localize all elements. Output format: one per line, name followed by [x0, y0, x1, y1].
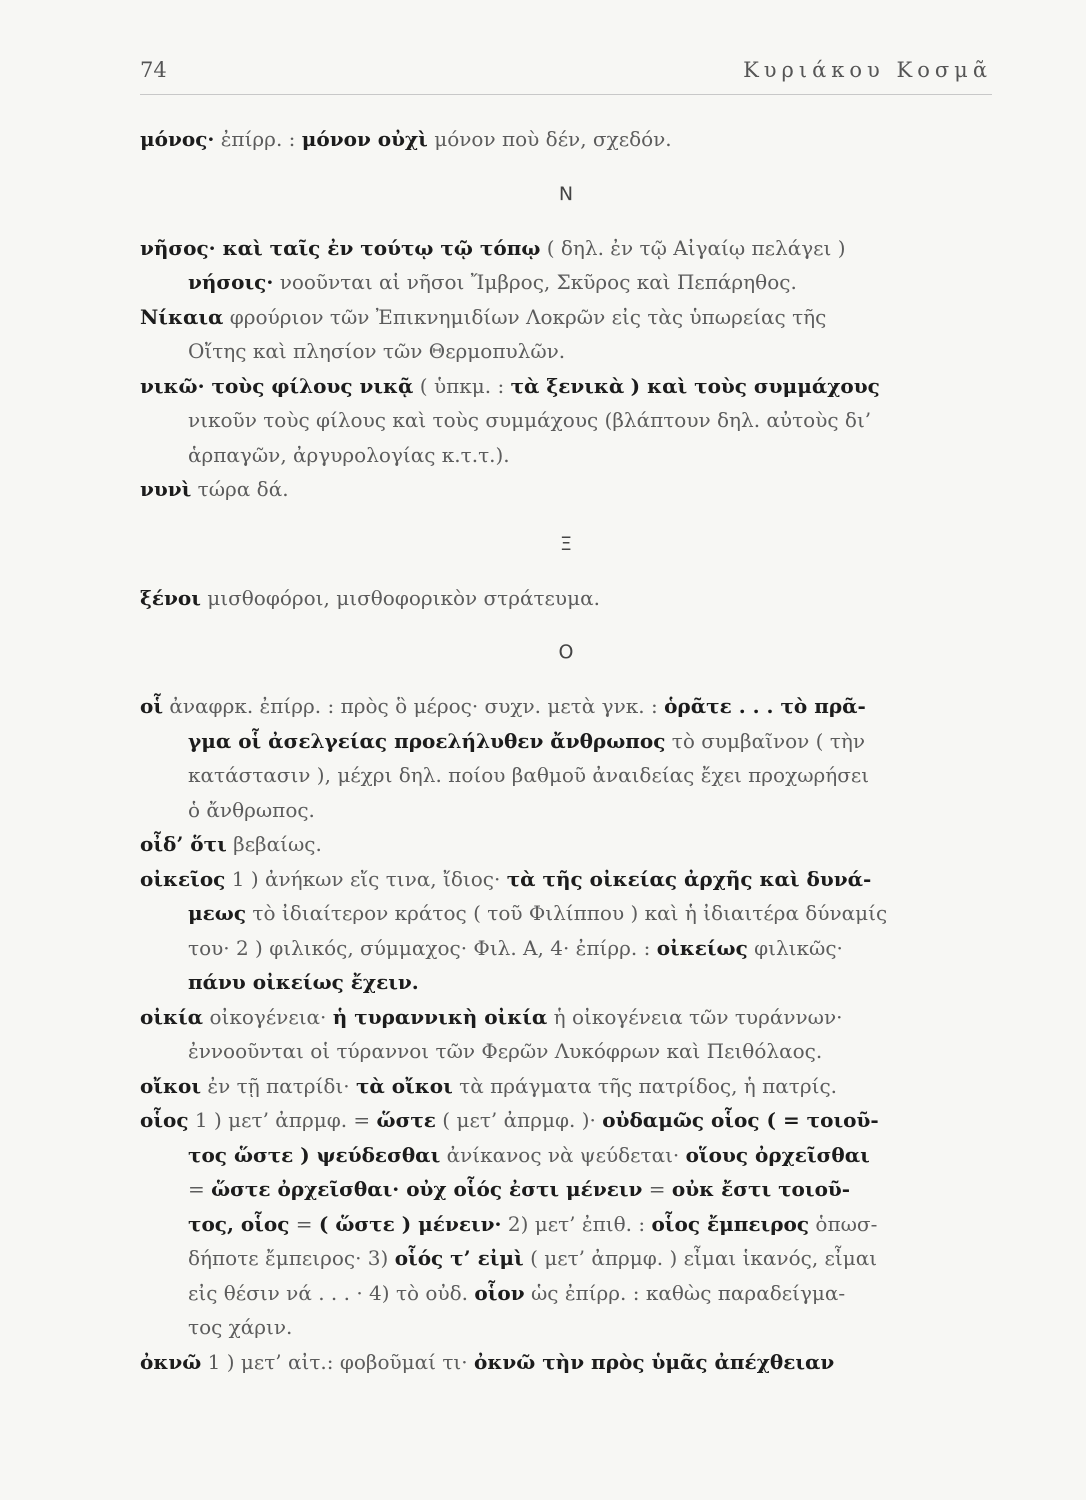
- entry-oikeios: οἰκεῖος 1 ) ἀνήκων εἴς τινα, ἴδιος· τὰ τῆς οἰκείας ἀρχῆς καὶ δυνά- μεως τὸ ἰδιαίτερον κράτος ( τοῦ Φιλίππου ) καὶ ἡ ἰδιαιτέρα δύναμίς του· 2 ) φιλικός, σύμμαχος· Φιλ. Α, 4· ἐπίρρ. : οἰκείως φιλικῶς· πάνυ οἰκείως ἔχειν.: [140, 866, 888, 994]
- entry-niko: νικῶ· τοὺς φίλους νικᾷ ( ὑπκμ. : τὰ ξενικὰ ) καὶ τοὺς συμμάχους νικοῦν τοὺς φίλους καὶ τοὺς συμμάχους (βλάπτουν δηλ. αὐτοὺς δι’ ἁρπαγῶν, ἀργυρολογίας κ.τ.τ.).: [140, 373, 880, 467]
- page-header: [140, 58, 992, 95]
- section-letter-nu: Ν: [558, 182, 574, 205]
- entry-nikaia: Νίκαια φρούριον τῶν Ἐπικνημιδίων Λοκρῶν εἰς τὰς ὑπωρείας τῆς Οἴτης καὶ πλησίον τῶν Θερμοπυλῶν.: [140, 304, 827, 363]
- entry-monos: μόνος· ἐπίρρ. : μόνον οὐχὶ μόνον ποὺ δέν, σχεδόν.: [140, 127, 672, 151]
- entry-xenoi: ξένοι μισθοφόροι, μισθοφορικὸν στράτευμα.: [140, 585, 600, 610]
- section-letter-xi: Ξ: [559, 532, 572, 555]
- entry-hoi: οἷ ἀναφρκ. ἐπίρρ. : πρὸς ὃ μέρος· συχν. μετὰ γνκ. : ὁρᾶτε . . . τὸ πρᾶ- γμα οἷ ἀσελγείας προελήλυθεν ἄνθρωπος τὸ συμβαῖνον ( τὴν κατάστασιν ), μέχρι δηλ. ποίου βαθμοῦ ἀναιδείας ἔχει προχωρήσει ὁ ἄνθρωπος.: [140, 694, 870, 822]
- entry-nesos: νῆσος· καὶ ταῖς ἐν τούτῳ τῷ τόπῳ ( δηλ. ἐν τῷ Αἰγαίῳ πελάγει ) νήσοις· νοοῦνται αἱ νῆσοι Ἴμβρος, Σκῦρος καὶ Πεπάρηθος.: [140, 235, 846, 294]
- entry-oikoi: οἴκοι ἐν τῇ πατρίδι· τὰ οἴκοι τὰ πράγματα τῆς πατρίδος, ἡ πατρίς.: [140, 1073, 838, 1098]
- entry-okno: ὀκνῶ 1 ) μετ’ αἰτ.: φοβοῦμαί τι· ὀκνῶ τὴν πρὸς ὑμᾶς ἀπέχθειαν: [140, 1349, 835, 1374]
- section-letter-omicron: Ο: [558, 641, 574, 663]
- glossary-content: [140, 122, 992, 1379]
- entry-oios: οἷος 1 ) μετ’ ἀπρμφ. = ὥστε ( μετ’ ἀπρμφ. )· οὐδαμῶς οἷος ( = τοιοῦ- τος ὥστε ) ψεύδεσθαι ἀνίκανος νὰ ψεύδεται· οἵους ὀρχεῖσθαι = ὥστε ὀρχεῖσθαι· οὐχ οἷός ἐστι μένειν = οὐκ ἔστι τοιοῦ- τος, οἷος = ( ὥστε ) μένειν· 2) μετ’ ἐπιθ. : οἷος ἔμπειρος ὁπωσ- δήποτε ἔμπειρος· 3) οἷός τ’ εἰμὶ ( μετ’ ἀπρμφ. ) εἶμαι ἱκανός, εἶμαι εἰς θέσιν νά . . . · 4) τὸ οὐδ. οἷον ὡς ἐπίρρ. : καθὼς παραδείγμα- τος χάριν.: [140, 1108, 879, 1339]
- entry-nyni: νυνὶ τώρα δά.: [140, 477, 289, 501]
- entry-oid: οἶδ’ ὅτι βεβαίως.: [140, 832, 322, 856]
- entry-oikia: οἰκία οἰκογένεια· ἡ τυραννικὴ οἰκία ἡ οἰκογένεια τῶν τυράννων· ἐννοοῦνται οἱ τύραννοι τῶν Φερῶν Λυκόφρων καὶ Πειθόλαος.: [140, 1004, 843, 1063]
- page-number: 74: [140, 58, 167, 82]
- running-title: Κυριάκου Κοσμᾶ: [743, 58, 992, 82]
